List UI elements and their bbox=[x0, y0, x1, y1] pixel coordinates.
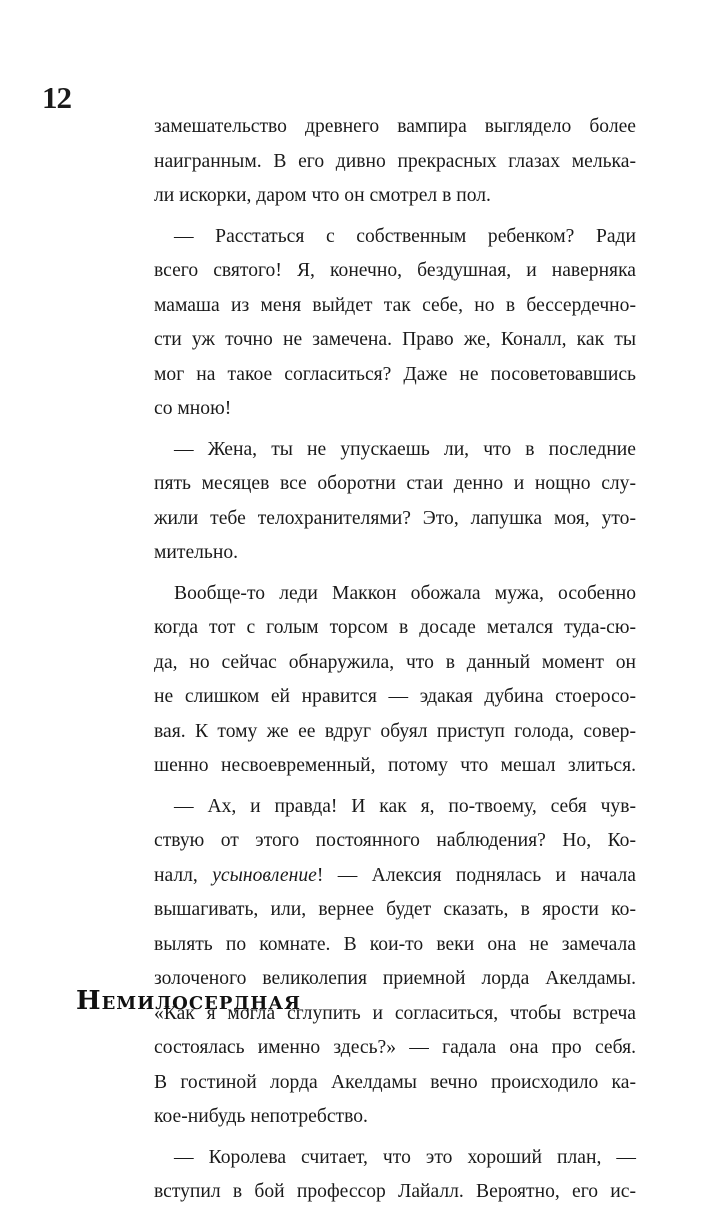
text-line: мог на такое согласиться? Даже не посоветовавшись bbox=[154, 363, 636, 385]
text-line: Вообще-то леди Маккон обожала мужа, особенно bbox=[174, 582, 636, 604]
text-line: не слишком ей нравится — эдакая дубина стоеросо- bbox=[154, 686, 636, 707]
text-run: ! — Алексия поднялась и начала bbox=[316, 864, 636, 886]
text-line: когда тот с голым торсом в досаде метался туда-сю- bbox=[154, 617, 636, 638]
text-line: наигранным. В его дивно прекрасных глазах мелька- bbox=[154, 150, 636, 172]
paragraph bbox=[154, 577, 636, 784]
text-line: золоченого великолепия приемной лорда Акелдамы. bbox=[154, 968, 636, 989]
text-line: — Королева считает, что это хороший план, — bbox=[174, 1146, 636, 1168]
paragraph bbox=[154, 220, 636, 427]
text-line: — Жена, ты не упускаешь ли, что в последние bbox=[174, 438, 636, 460]
paragraph bbox=[154, 790, 636, 1135]
text-line: ли искорки, даром что он смотрел в пол. bbox=[154, 185, 491, 206]
text-line: жили тебе телохранителями? Это, лапушка моя, уто- bbox=[154, 507, 636, 529]
text-line: ствую от этого постоянного наблюдения? Но, Ко- bbox=[154, 830, 636, 851]
text-line: «Как я могла сглупить и согласиться, чтобы встреча bbox=[154, 1002, 636, 1024]
paragraph bbox=[154, 433, 636, 571]
text-line: — Расстаться с собственным ребенком? Ради bbox=[174, 225, 636, 247]
text-line-with-emphasis bbox=[154, 859, 636, 894]
text-line: пять месяцев все оборотни стаи денно и нощно слу- bbox=[154, 473, 636, 494]
text-run: налл, bbox=[154, 864, 213, 886]
paragraph bbox=[154, 1141, 636, 1210]
text-line: замешательство древнего вампира выглядело более bbox=[154, 116, 636, 137]
text-line: мамаша из меня выйдет так себе, но в бессердечно- bbox=[154, 294, 636, 316]
text-line: В гостиной лорда Акелдамы вечно происходило ка- bbox=[154, 1071, 636, 1093]
page-number: 12 bbox=[42, 80, 71, 115]
text-line: кое-нибудь непотребство. bbox=[154, 1106, 368, 1127]
text-line: мительно. bbox=[154, 542, 239, 563]
text-line: вступил в бой профессор Лайалл. Вероятно, его ис- bbox=[154, 1181, 636, 1202]
text-line: состоялась именно здесь?» — гадала она про себя. bbox=[154, 1037, 636, 1058]
body-text bbox=[154, 110, 636, 1210]
text-line: вышагивать, или, вернее будет сказать, в ярости ко- bbox=[154, 899, 636, 920]
text-line: всего святого! Я, конечно, бездушная, и наверняка bbox=[154, 260, 636, 281]
text-line: сти уж точно не замечена. Право же, Коналл, как ты bbox=[154, 329, 636, 350]
paragraph bbox=[154, 110, 636, 214]
text-line: шенно несвоевременный, потому что мешал злиться. bbox=[154, 755, 636, 776]
text-line: вылять по комнате. В кои-то веки она не замечала bbox=[154, 933, 636, 955]
emphasis-word: усыновление bbox=[212, 864, 317, 886]
text-line: — Ах, и правда! И как я, по-твоему, себя чув- bbox=[174, 795, 636, 817]
text-line: вая. К тому же ее вдруг обуял приступ голода, совер- bbox=[154, 720, 636, 742]
running-title: Немилосердная bbox=[76, 986, 301, 1016]
text-line: со мною! bbox=[154, 398, 232, 419]
text-line: да, но сейчас обнаружила, что в данный момент он bbox=[154, 651, 636, 673]
